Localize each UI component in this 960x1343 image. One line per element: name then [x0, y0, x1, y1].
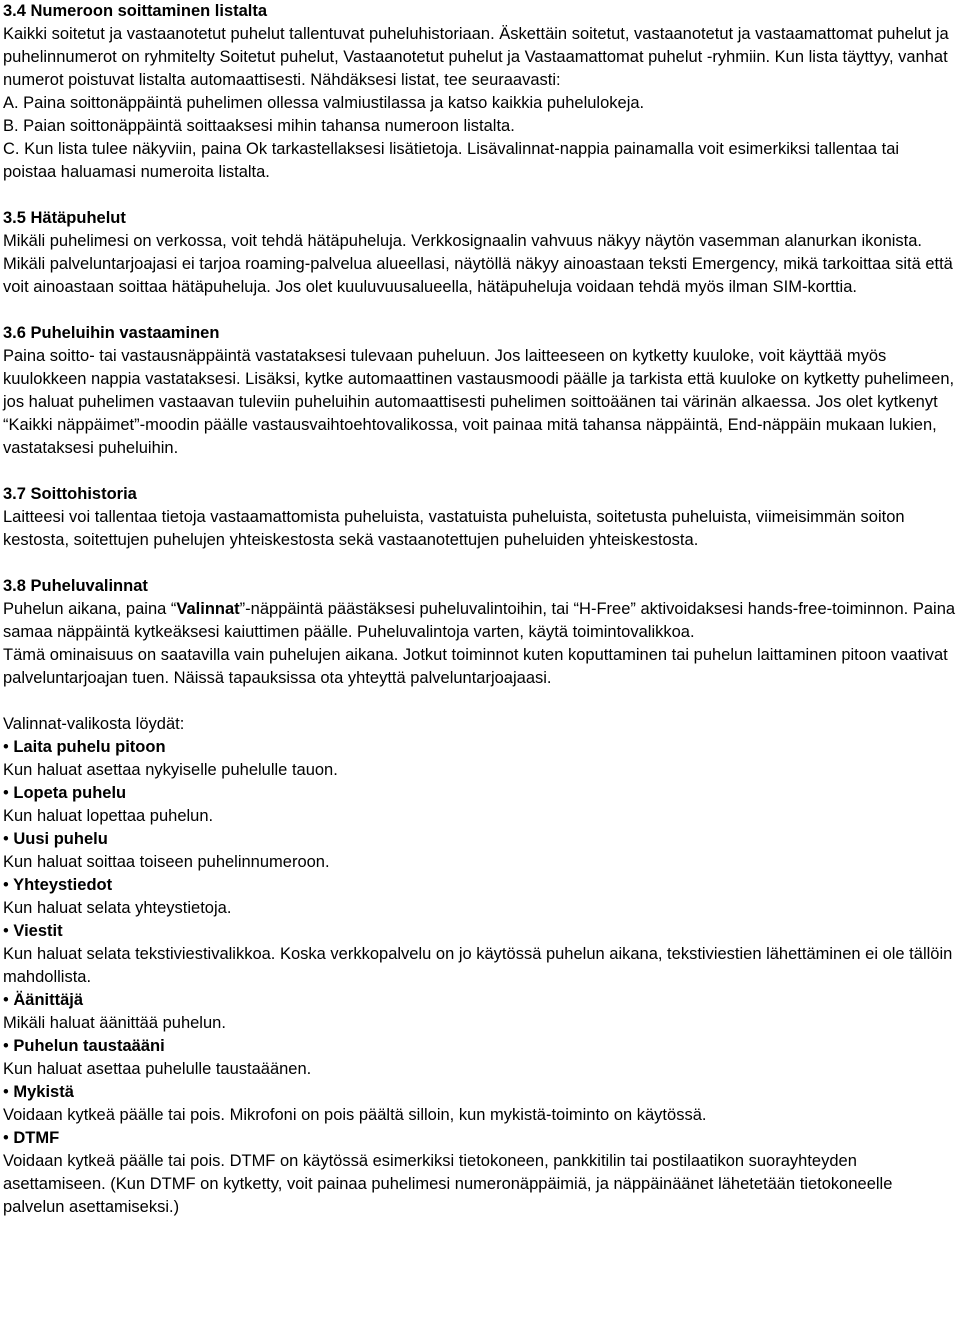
option-item-desc: Kun haluat asettaa puhelulle taustaäänen.	[3, 1060, 312, 1078]
section-body: Mikäli puhelimesi on verkossa, voit tehdä hätäpuheluja. Verkkosignaalin vahvuus näkyy näytön vasemman alanurkan ikonista. Mikäli palveluntarjoajasi ei tarjoa roaming-palvelua alueellasi, näytöllä näkyy ainoastaan teksti Emergency, mikä tarkoittaa sitä että voit ainoastaan soittaa hätäpuheluja. Jos olet kuuluvuusalueella, hätäpuheluja voidaan tehdä myös ilman SIM-korttia.	[3, 232, 953, 296]
section-body-2: Tämä ominaisuus on saatavilla vain puhelujen aikana. Jotkut toiminnot kuten koputtaminen tai puhelun laittaminen pitoon vaativat palveluntarjoajan tuen. Näissä tapauksissa ota yhteyttä palveluntarjoajaasi.	[3, 646, 948, 687]
option-title-text: Mykistä	[13, 1083, 74, 1101]
body-text-post: ”-näppäintä päästäksesi puheluvalintoihin, tai “H-Free” aktivoidaksesi hands-free-toiminnon. Paina samaa näppäintä kytkeäksesi kaiuttimen päälle. Puheluvalintoja varten, käytä toimintovalikkoa.	[3, 600, 956, 641]
section-heading: 3.5 Hätäpuhelut	[3, 209, 126, 227]
step-b: B. Paian soittonäppäintä soittaaksesi mihin tahansa numeroon listalta.	[3, 117, 515, 135]
section-body: Paina soitto- tai vastausnäppäintä vastataksesi tulevaan puheluun. Jos laitteeseen on kytketty kuuloke, voit käyttää myös kuulokkeen nappia vastataksesi. Lisäksi, kytke automaattinen vastausmoodi päälle ja tarkista että kuuloke on kytketty puhelimeen, jos haluat puhelimen vastaavan tuleviin puheluihin automaattisesti puhelimen soittoäänen tai värinän alkaessa. Jos olet kytkenyt “Kaikki näppäimet”-moodin päälle vastausvaihtoehtovalikossa, voit painaa mitä tahansa näppäintä, End-näppäin mukaan lukien, vastataksesi puheluihin.	[3, 347, 955, 457]
option-title-text: Uusi puhelu	[13, 830, 108, 848]
spacer	[3, 299, 956, 322]
option-title-text: Äänittäjä	[13, 991, 84, 1009]
bullet-icon: •	[3, 1037, 9, 1055]
option-title-text: DTMF	[13, 1129, 60, 1147]
option-item-desc: Kun haluat selata tekstiviestivalikkoa. Koska verkkopalvelu on jo käytössä puhelun aikana, tekstiviestien lähettäminen ei ole tällöin mahdollista.	[3, 945, 953, 986]
option-item-desc: Voidaan kytkeä päälle tai pois. DTMF on käytössä esimerkiksi tietokoneen, pankkitilin tai postilaatikon suorayhteyden asettamiseen. (Kun DTMF on kytketty, voit painaa puhelimesi numeronäppäimiä, ja näppäinäänet lähetetään tietokoneelle palvelun asettamiseksi.)	[3, 1152, 893, 1216]
section-body	[3, 598, 956, 644]
option-item-desc: Voidaan kytkeä päälle tai pois. Mikrofoni on pois päältä silloin, kun mykistä-toiminto on käytössä.	[3, 1106, 707, 1124]
option-title-text: Laita puhelu pitoon	[13, 738, 166, 756]
menu-intro: Valinnat-valikosta löydät:	[3, 715, 185, 733]
option-item-title	[3, 989, 956, 1012]
option-item-desc: Kun haluat lopettaa puhelun.	[3, 807, 214, 825]
bullet-icon: •	[3, 991, 9, 1009]
option-item-desc: Kun haluat selata yhteystietoja.	[3, 899, 232, 917]
option-item-title	[3, 1127, 956, 1150]
options-list	[3, 736, 956, 1219]
option-item-title	[3, 874, 956, 897]
option-item-title	[3, 1035, 956, 1058]
spacer	[3, 460, 956, 483]
option-item-title	[3, 782, 956, 805]
spacer	[3, 690, 956, 713]
option-title-text: Viestit	[13, 922, 63, 940]
spacer	[3, 552, 956, 575]
section-3-5	[3, 207, 956, 299]
option-item-desc: Mikäli haluat äänittää puhelun.	[3, 1014, 226, 1032]
step-c: C. Kun lista tulee näkyviin, paina Ok tarkastellaksesi lisätietoja. Lisävalinnat-nappia painamalla voit esimerkiksi tallentaa tai poistaa haluamasi numeroita listalta.	[3, 140, 900, 181]
section-3-6	[3, 322, 956, 460]
section-body: Kaikki soitetut ja vastaanotetut puhelut tallentuvat puheluhistoriaan. Äskettäin soitetut, vastaanotetut ja vastaamattomat puhelut ja puhelinnumerot on ryhmitelty Soitetut puhelut, Vastaanotetut puhelut ja Vastaamattomat puhelut -ryhmiin. Kun lista täyttyy, vanhat numerot poistuvat listalta automaattisesti. Nähdäksesi listat, tee seuraavasti:	[3, 25, 949, 89]
option-item-title	[3, 828, 956, 851]
bullet-icon: •	[3, 784, 9, 802]
bullet-icon: •	[3, 876, 9, 894]
section-body: Laitteesi voi tallentaa tietoja vastaamattomista puheluista, vastatuista puheluista, soitetusta puheluista, viimeisimmän soiton kestosta, soitettujen puhelujen yhteiskestosta sekä vastaanotettujen puheluiden yhteiskestosta.	[3, 508, 905, 549]
body-text-pre: Puhelun aikana, paina “	[3, 600, 177, 618]
valinnat-key-label: Valinnat	[176, 600, 240, 618]
option-item-title	[3, 736, 956, 759]
bullet-icon: •	[3, 1083, 9, 1101]
option-title-text: Yhteystiedot	[13, 876, 113, 894]
option-item-title	[3, 920, 956, 943]
bullet-icon: •	[3, 738, 9, 756]
section-heading: 3.8 Puheluvalinnat	[3, 577, 148, 595]
option-title-text: Puhelun taustaääni	[13, 1037, 165, 1055]
section-heading: 3.7 Soittohistoria	[3, 485, 137, 503]
option-item-title	[3, 1081, 956, 1104]
option-item-desc: Kun haluat asettaa nykyiselle puhelulle tauon.	[3, 761, 338, 779]
option-item-desc: Kun haluat soittaa toiseen puhelinnumeroon.	[3, 853, 330, 871]
section-3-8	[3, 575, 956, 1219]
section-3-4	[3, 0, 956, 184]
step-a: A. Paina soittonäppäintä puhelimen ollessa valmiustilassa ja katso kaikkia puhelulokeja.	[3, 94, 645, 112]
bullet-icon: •	[3, 1129, 9, 1147]
section-heading: 3.6 Puheluihin vastaaminen	[3, 324, 220, 342]
section-heading: 3.4 Numeroon soittaminen listalta	[3, 2, 268, 20]
steps-list	[3, 92, 956, 184]
bullet-icon: •	[3, 830, 9, 848]
spacer	[3, 184, 956, 207]
option-title-text: Lopeta puhelu	[13, 784, 127, 802]
bullet-icon: •	[3, 922, 9, 940]
section-3-7	[3, 483, 956, 552]
